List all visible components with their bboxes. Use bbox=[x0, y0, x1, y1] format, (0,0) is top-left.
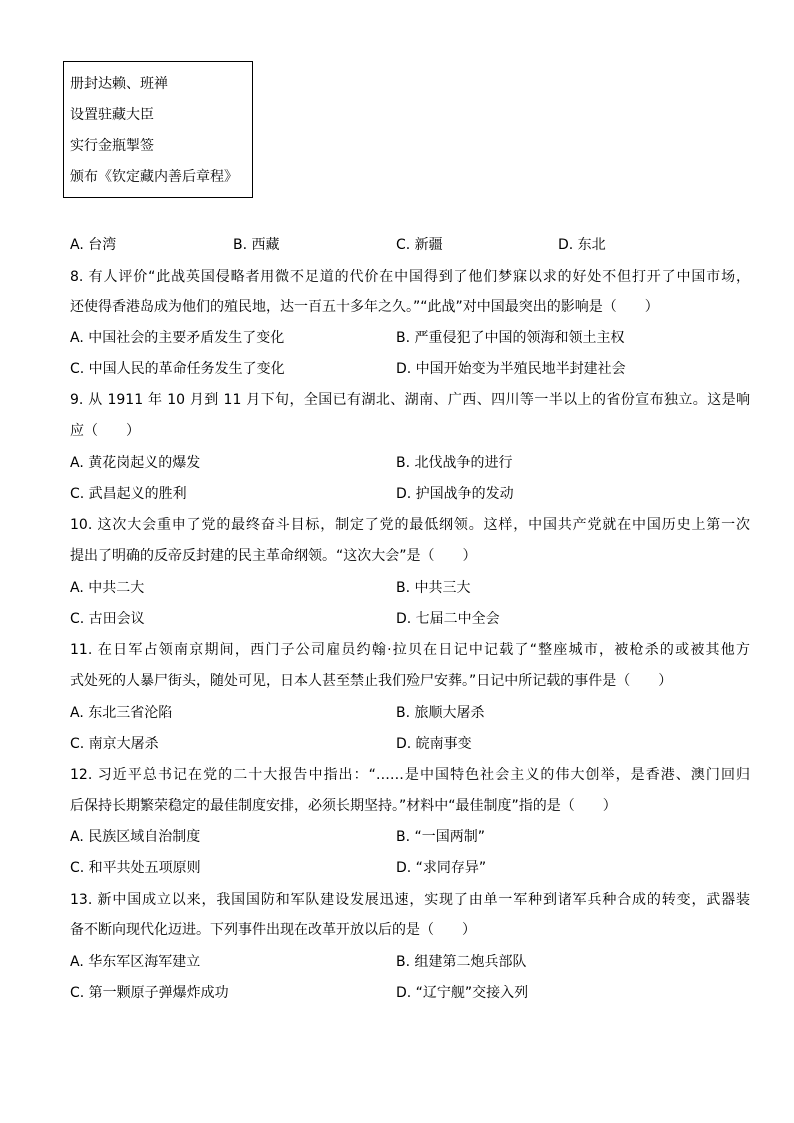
q10-stem: 10. 这次大会重申了党的最终奋斗目标，制定了党的最低纲领。这样，中国共产党就在中国历史上第一次 bbox=[70, 517, 750, 533]
q12-option-a: A. 民族区域自治制度 bbox=[70, 829, 201, 845]
q12-option-c: C. 和平共处五项原则 bbox=[70, 860, 201, 876]
q9-stem: 9. 从 1911 年 10 月到 11 月下旬，全国已有湖北、湖南、广西、四川等一半以上的省份宣布独立。这是响 bbox=[70, 392, 750, 408]
q11-option-b: B. 旅顺大屠杀 bbox=[396, 705, 485, 721]
q10-option-a: A. 中共二大 bbox=[70, 580, 145, 596]
q9-option-c: C. 武昌起义的胜利 bbox=[70, 486, 187, 502]
q11-option-c: C. 南京大屠杀 bbox=[70, 736, 159, 752]
q8-option-a: A. 中国社会的主要矛盾发生了变化 bbox=[70, 330, 285, 346]
q13-stem: 备不断向现代化迈进。下列事件出现在改革开放以后的是（ ） bbox=[70, 922, 476, 938]
q9-stem: 应（ ） bbox=[70, 423, 140, 439]
q11-option-d: D. 皖南事变 bbox=[396, 736, 472, 752]
q13-option-a: A. 华东军区海军建立 bbox=[70, 954, 201, 970]
q11-stem: 11. 在日军占领南京期间，西门子公司雇员约翰·拉贝在日记中记载了“整座城市，被枪杀的或被其他方 bbox=[70, 642, 750, 658]
q10-option-d: D. 七届二中全会 bbox=[396, 611, 500, 627]
q12-stem: 后保持长期繁荣稳定的最佳制度安排，必须长期坚持。”材料中“最佳制度”指的是（ ） bbox=[70, 798, 617, 814]
material-line: 册封达赖、班禅 bbox=[70, 76, 168, 92]
q8-option-d: D. 中国开始变为半殖民地半封建社会 bbox=[396, 361, 626, 377]
q8-stem: 8. 有人评价“此战英国侵略者用微不足道的代价在中国得到了他们梦寐以求的好处不但打开了中国市场， bbox=[70, 269, 750, 285]
material-line: 设置驻藏大臣 bbox=[70, 107, 154, 123]
q12-option-d: D. “求同存异” bbox=[396, 860, 487, 876]
q9-option-d: D. 护国战争的发动 bbox=[396, 486, 514, 502]
q13-option-c: C. 第一颗原子弹爆炸成功 bbox=[70, 985, 229, 1001]
q11-stem: 式处死的人暴尸街头，随处可见，日本人甚至禁止我们殓尸安葬。”日记中所记载的事件是（ ） bbox=[70, 673, 673, 689]
q7-option-d: D. 东北 bbox=[558, 237, 606, 253]
q8-option-b: B. 严重侵犯了中国的领海和领土主权 bbox=[396, 330, 625, 346]
q7-option-a: A. 台湾 bbox=[70, 237, 117, 253]
q10-option-b: B. 中共三大 bbox=[396, 580, 471, 596]
q9-option-b: B. 北伐战争的进行 bbox=[396, 455, 513, 471]
q8-stem: 还使得香港岛成为他们的殖民地，达一百五十多年之久。”“此战”对中国最突出的影响是（ ） bbox=[70, 299, 659, 315]
q10-option-c: C. 古田会议 bbox=[70, 611, 145, 627]
q10-stem: 提出了明确的反帝反封建的民主革命纲领。“这次大会”是（ ） bbox=[70, 548, 477, 564]
q12-stem: 12. 习近平总书记在党的二十大报告中指出：“……是中国特色社会主义的伟大创举，是香港、澳门回归 bbox=[70, 767, 750, 783]
material-line: 实行金瓶掣签 bbox=[70, 138, 154, 154]
q8-option-c: C. 中国人民的革命任务发生了变化 bbox=[70, 361, 285, 377]
q12-option-b: B. “一国两制” bbox=[396, 829, 486, 845]
q13-option-b: B. 组建第二炮兵部队 bbox=[396, 954, 527, 970]
q13-stem: 13. 新中国成立以来，我国国防和军队建设发展迅速，实现了由单一军种到诸军兵种合成的转变，武器装 bbox=[70, 892, 750, 908]
q11-option-a: A. 东北三省沦陷 bbox=[70, 705, 173, 721]
q9-option-a: A. 黄花岗起义的爆发 bbox=[70, 455, 201, 471]
q7-option-b: B. 西藏 bbox=[233, 237, 280, 253]
q13-option-d: D. “辽宁舰”交接入列 bbox=[396, 985, 529, 1001]
q7-option-c: C. 新疆 bbox=[396, 237, 443, 253]
material-box bbox=[63, 61, 253, 198]
material-line: 颁布《钦定藏内善后章程》 bbox=[70, 169, 238, 185]
